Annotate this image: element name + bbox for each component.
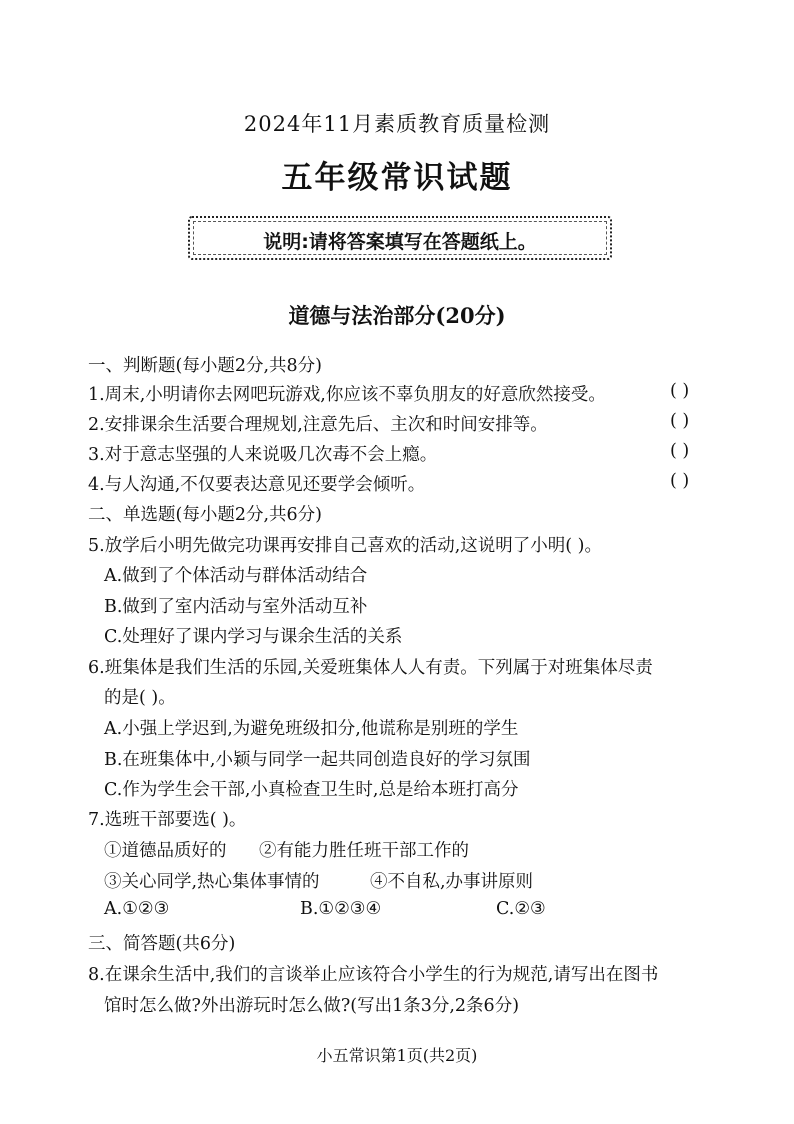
question-7-option-a: A.①②③ — [104, 899, 170, 919]
question-5-option-b: B.做到了室内活动与室外活动互补 — [104, 597, 368, 617]
part3-heading: 三、简答题(共6分) — [88, 934, 236, 954]
answer-paren-3: ( ) — [670, 441, 690, 461]
answer-paren-2: ( ) — [670, 411, 690, 431]
question-6-option-b: B.在班集体中,小颖与同学一起共同创造良好的学习氛围 — [104, 750, 531, 770]
section-title: 道德与法治部分(20分) — [288, 303, 506, 328]
question-1: 1.周末,小明请你去网吧玩游戏,你应该不辜负朋友的好意欣然接受。 — [88, 385, 606, 405]
answer-paren-4: ( ) — [670, 471, 690, 491]
part2-heading: 二、单选题(每小题2分,共6分) — [88, 505, 322, 525]
question-7-option-c: C.②③ — [496, 899, 546, 919]
question-6-line-1: 6.班集体是我们生活的乐园,关爱班集体人人有责。下列属于对班集体尽责 — [88, 658, 653, 678]
notice-text: 说明:请将答案填写在答题纸上。 — [263, 231, 537, 253]
question-7-choice-2: ②有能力胜任班干部工作的 — [259, 841, 469, 861]
page-footer: 小五常识第1页(共2页) — [316, 1046, 478, 1065]
question-7-choice-4: ④不自私,办事讲原则 — [370, 872, 534, 892]
question-5-option-c: C.处理好了课内学习与课余生活的关系 — [104, 627, 403, 647]
question-8-line-1: 8.在课余生活中,我们的言谈举止应该符合小学生的行为规范,请写出在图书 — [88, 965, 659, 985]
question-6-option-c: C.作为学生会干部,小真检查卫生时,总是给本班打高分 — [104, 780, 519, 800]
question-7-option-b: B.①②③④ — [300, 899, 382, 919]
question-7-choice-1: ①道德品质好的 — [104, 841, 227, 861]
question-6-option-a: A.小强上学迟到,为避免班级扣分,他谎称是别班的学生 — [104, 719, 519, 739]
answer-paren-1: ( ) — [670, 381, 690, 401]
question-8-line-2: 馆时怎么做?外出游玩时怎么做?(写出1条3分,2条6分) — [104, 996, 520, 1016]
main-title: 五年级常识试题 — [281, 160, 513, 196]
part1-heading: 一、判断题(每小题2分,共8分) — [88, 356, 322, 376]
question-7: 7.选班干部要选( )。 — [88, 810, 247, 830]
question-2: 2.安排课余生活要合理规划,注意先后、主次和时间安排等。 — [88, 415, 548, 435]
question-6-line-2: 的是( )。 — [104, 688, 176, 708]
question-5: 5.放学后小明先做完功课再安排自己喜欢的活动,这说明了小明( )。 — [88, 536, 602, 556]
question-5-option-a: A.做到了个体活动与群体活动结合 — [104, 566, 368, 586]
question-4: 4.与人沟通,不仅要表达意见还要学会倾听。 — [88, 475, 426, 495]
question-3: 3.对于意志坚强的人来说吸几次毒不会上瘾。 — [88, 445, 438, 465]
question-7-choice-3: ③关心同学,热心集体事情的 — [104, 872, 320, 892]
exam-title: 2024年11月素质教育质量检测 — [243, 112, 551, 136]
